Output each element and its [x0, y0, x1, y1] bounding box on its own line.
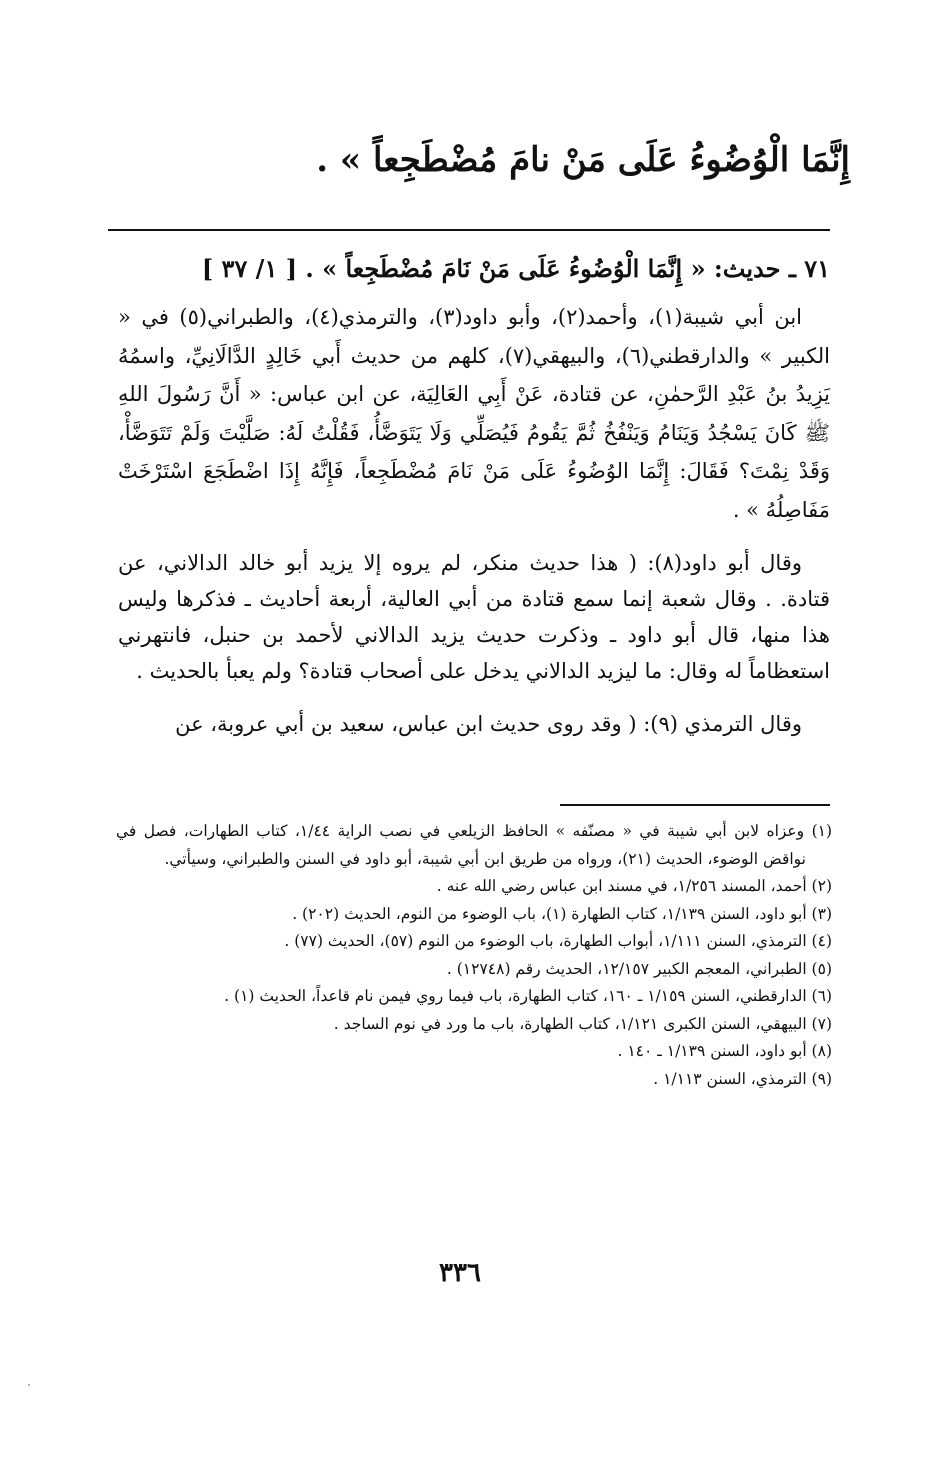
- header-divider: [108, 229, 830, 231]
- footnotes-list: [116, 818, 832, 1093]
- footnote-item: (٨) أبو داود، السنن ١/١٣٩ ـ ١٤٠ .: [617, 1042, 832, 1060]
- footnote-item: (٧) البيهقي، السنن الكبرى ١/١٢١، كتاب الطهارة، باب ما ورد في نوم الساجد .: [333, 1014, 832, 1033]
- footnote-item: (٤) الترمذي، السنن ١/١١١، أبواب الطهارة، باب الوضوء من النوم (٥٧)، الحديث (٧٧) .: [284, 932, 832, 950]
- hadith-title: ٧١ ـ حديث: « إِنَّمَا الْوُضُوءُ عَلَى مَنْ نَامَ مُضْطَجِعاً » . [ ١/ ٣٧ ]: [201, 254, 830, 283]
- paragraph-sources: ابن أبي شيبة(١)، وأحمد(٢)، وأبو داود(٣)، والترمذي(٤)، والطبراني(٥) في « الكبير » والدارقطني(٦)، والبيهقي(٧)، كلهم من حديث أَبي خَالِدٍ الدَّالَانِيِّ، واسمُهُ يَزِيدُ بنُ عَبْدِ الرَّحمٰنِ، عن قتادة، عَنْ أَبِي العَالِيَة، عن ابن عباس: « أَنَّ رَسُولَ اللهِ ﷺ كَانَ يَسْجُدُ وَيَنَامُ وَيَنْفُخُ ثُمَّ يَقُومُ فَيُصَلِّي وَلَا يَتَوَضَّأُ، فَقُلْتُ لَهُ: صَلَّيْتَ وَلَمْ تَتَوَضَّأْ، وَقَدْ نِمْتَ؟ فَقَالَ: إِنَّمَا الوُضُوءُ عَلَى مَنْ نَامَ مُضْطَجِعاً، فَإِنَّهُ إِذَا اضْطَجَعَ اسْتَرْخَتْ مَفَاصِلُهُ » .: [118, 305, 830, 522]
- footnote-item: (٢) أحمد، المسند ١/٢٥٦، في مسند ابن عباس رضي الله عنه .: [436, 877, 832, 895]
- paragraph-tirmidhi: وقال الترمذي (٩): ( وقد روى حديث ابن عباس، سعيد بن أبي عروبة، عن: [175, 712, 802, 736]
- footnote-divider: [560, 804, 830, 806]
- footnote-item: (١) وعزاه لابن أبي شيبة في « مصنّفه » الحافظ الزيلعي في نصب الراية ١/٤٤، كتاب الطهارات، فصل في نواقض الوضوء، الحديث (٢١)، ورواه من طريق ابن أبي شيبة، أبو داود في السنن والطبراني، وسيأتي.: [116, 822, 833, 868]
- paragraph-abu-dawud: وقال أبو داود(٨): ( هذا حديث منكر، لم يروه إلا يزيد أبو خالد الدالاني، عن قتادة. . وقال شعبة إنما سمع قتادة من أبي العالية، أربعة أحاديث ـ فذكرها وليس هذا منها، قال أبو داود ـ وذكرت حديث يزيد الدالاني لأحمد بن حنبل، فانتهرني استعظاماً له وقال: ما ليزيد الدالاني يدخل على أصحاب قتادة؟ ولم يعبأ بالحديث .: [118, 551, 830, 683]
- footnote-item: (٦) الدارقطني، السنن ١/١٥٩ ـ ١٦٠، كتاب الطهارة، باب فيما روي فيمن نام قاعداً، الحديث (١) .: [224, 987, 832, 1005]
- footnote-item: (٥) الطبراني، المعجم الكبير ١٢/١٥٧، الحديث رقم (١٢٧٤٨) .: [446, 959, 832, 978]
- footnote-item: (٩) الترمذي، السنن ١/١١٣ .: [653, 1069, 832, 1088]
- page-number: ٣٣٦: [439, 1258, 481, 1288]
- scan-speck: [28, 1384, 30, 1386]
- running-header: إِنَّمَا الْوُضُوءُ عَلَى مَنْ نامَ مُضْطَجِعاً » .: [316, 140, 850, 180]
- main-text: [118, 246, 830, 744]
- footnote-item: (٣) أبو داود، السنن ١/١٣٩، كتاب الطهارة (١)، باب الوضوء من النوم، الحديث (٢٠٢) .: [292, 904, 832, 923]
